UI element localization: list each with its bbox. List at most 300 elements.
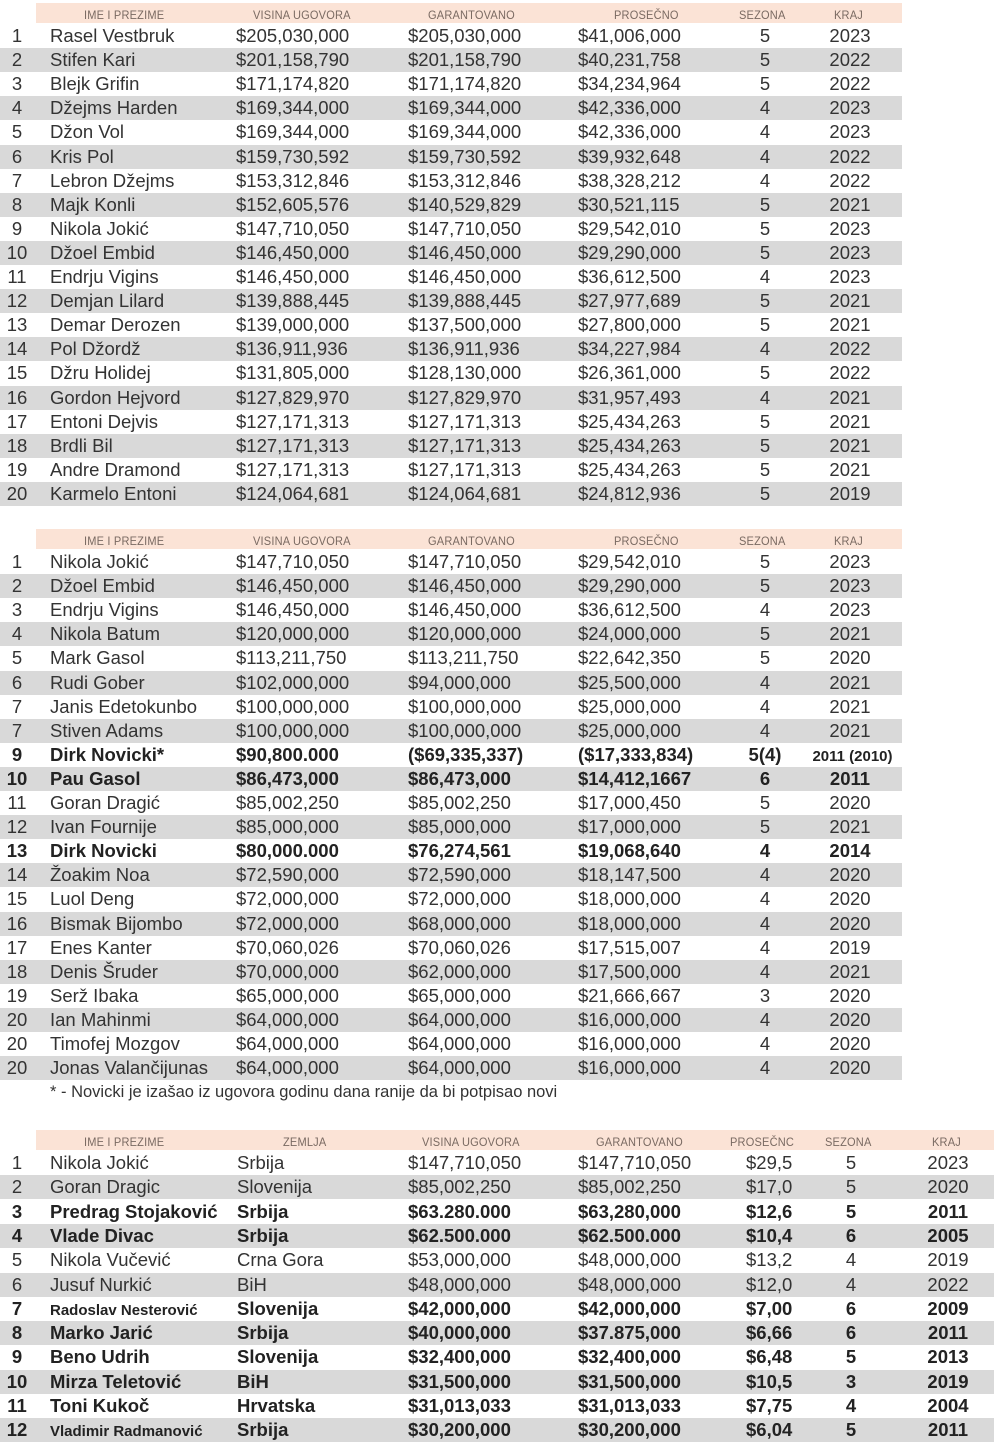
table-row — [0, 1151, 994, 1175]
cell-seasons: 5 — [759, 647, 771, 669]
cell-name: Endrju Vigins — [50, 599, 159, 621]
cell-seasons: 6 — [845, 1224, 857, 1246]
cell-guaranteed: $124,064,681 — [408, 482, 522, 504]
cell-seasons: 6 — [845, 1297, 857, 1319]
cell-contract: $48,000,000 — [408, 1273, 511, 1295]
cell-contract: $136,911,936 — [236, 338, 348, 360]
cell-contract: $139,888,445 — [236, 290, 350, 312]
cell-rank: 12 — [6, 816, 28, 838]
cell-guaranteed: $94,000,000 — [408, 671, 511, 693]
cell-average: $17,000,000 — [578, 816, 681, 838]
cell-end: 2022 — [927, 1273, 969, 1295]
cell-name: Džoel Embid — [50, 575, 155, 597]
header-end: KRAJ — [834, 8, 863, 22]
cell-average: $18,147,500 — [578, 864, 681, 886]
cell-seasons: 5 — [759, 49, 771, 71]
cell-rank: 9 — [11, 1346, 23, 1368]
cell-contract: $42,000,000 — [408, 1297, 511, 1319]
cell-seasons: 5 — [845, 1152, 857, 1173]
header-guaranteed: GARANTOVANO — [428, 8, 515, 22]
table-row — [0, 48, 902, 72]
cell-average: $34,227,984 — [578, 338, 681, 360]
cell-rank: 12 — [6, 1419, 28, 1441]
cell-average: $27,800,000 — [578, 314, 681, 336]
table-row — [0, 241, 902, 265]
header-average: PROSEČNO — [614, 534, 679, 548]
cell-name: Ian Mahinmi — [50, 1008, 151, 1030]
cell-name: Serž Ibaka — [50, 984, 139, 1006]
cell-contract: $146,450,000 — [236, 599, 350, 621]
cell-guaranteed: $64,000,000 — [408, 1033, 511, 1054]
cell-contract: $65,000,000 — [236, 984, 339, 1006]
header-guaranteed: GARANTOVANO — [596, 1135, 683, 1149]
cell-rank: 12 — [6, 290, 28, 312]
cell-contract: $169,344,000 — [236, 121, 350, 143]
cell-seasons: 4 — [759, 719, 771, 741]
cell-country: Srbija — [237, 1322, 289, 1344]
cell-seasons: 5 — [845, 1419, 857, 1441]
table-row — [0, 458, 902, 482]
cell-rank: 6 — [11, 145, 23, 167]
cell-name: Marko Jarić — [50, 1322, 153, 1344]
cell-contract: $127,171,313 — [236, 434, 350, 456]
cell-country: Slovenija — [237, 1297, 319, 1319]
cell-contract: $85,000,000 — [236, 816, 339, 838]
cell-end: 2005 — [927, 1224, 969, 1246]
cell-end: 2023 — [829, 121, 871, 143]
cell-country: BiH — [237, 1370, 269, 1392]
cell-seasons: 5 — [759, 241, 771, 263]
cell-seasons: 5 — [759, 314, 771, 336]
cell-average: $18,000,000 — [578, 912, 681, 934]
cell-name: Pol Džordž — [50, 338, 141, 360]
cell-average: $29,290,000 — [578, 241, 681, 263]
cell-name: Stiven Adams — [50, 719, 164, 741]
cell-name: Predrag Stojaković — [50, 1200, 218, 1222]
header-average: PROSEČNC — [730, 1135, 795, 1149]
cell-guaranteed: $147,710,050 — [578, 1152, 692, 1173]
cell-end: 2022 — [829, 49, 871, 71]
cell-guaranteed: $128,130,000 — [408, 362, 522, 384]
table-row — [0, 1273, 994, 1297]
cell-guaranteed: $64,000,000 — [408, 1008, 511, 1030]
table-row — [0, 863, 902, 887]
cell-name: Andre Dramond — [50, 458, 181, 480]
cell-seasons: 5 — [845, 1346, 857, 1368]
cell-end: 2023 — [829, 266, 871, 287]
cell-seasons: 5 — [759, 792, 771, 813]
cell-rank: 1 — [11, 551, 23, 572]
cell-seasons: 5 — [759, 623, 771, 645]
table-row — [0, 313, 902, 337]
cell-average: $17,000,450 — [578, 792, 681, 813]
cell-country: Srbija — [237, 1152, 285, 1173]
cell-seasons: 6 — [759, 767, 771, 789]
cell-contract: $146,450,000 — [236, 575, 350, 597]
cell-contract: $127,829,970 — [236, 386, 350, 408]
cell-rank: 6 — [11, 1273, 23, 1295]
cell-contract: $102,000,000 — [236, 671, 350, 693]
cell-rank: 20 — [6, 482, 28, 504]
cell-rank: 9 — [11, 743, 23, 765]
cell-average: $18,000,000 — [578, 888, 681, 910]
cell-guaranteed: $31,013,033 — [578, 1395, 681, 1416]
cell-seasons: 4 — [759, 671, 771, 693]
table-row — [0, 96, 902, 120]
cell-seasons: 5 — [759, 575, 771, 597]
cell-name: Goran Dragić — [50, 792, 161, 813]
cell-rank: 20 — [6, 1057, 28, 1079]
cell-contract: $63.280.000 — [408, 1200, 511, 1222]
cell-guaranteed: $100,000,000 — [408, 695, 522, 717]
cell-average: $7,00 — [746, 1298, 793, 1319]
cell-contract: $171,174,820 — [236, 73, 350, 95]
header-seasons: SEZONA — [825, 1135, 872, 1149]
table-row — [0, 1418, 994, 1442]
cell-name: Karmelo Entoni — [50, 482, 177, 504]
cell-average: $16,000,000 — [578, 1033, 681, 1054]
cell-guaranteed: $146,450,000 — [408, 241, 522, 263]
cell-seasons: 5 — [759, 25, 771, 46]
cell-contract: $152,605,576 — [236, 193, 350, 215]
cell-contract: $70,060,026 — [236, 936, 339, 958]
cell-average: $29,542,010 — [578, 551, 681, 572]
cell-average: $25,434,263 — [578, 434, 681, 456]
cell-rank: 16 — [6, 386, 28, 408]
cell-seasons: 5 — [845, 1200, 857, 1222]
cell-name: Toni Kukoč — [50, 1395, 150, 1416]
cell-seasons: 4 — [845, 1249, 857, 1271]
cell-end: 2020 — [829, 984, 871, 1006]
cell-rank: 7 — [11, 1297, 23, 1319]
cell-contract: $90,800.000 — [236, 743, 339, 765]
cell-rank: 13 — [6, 314, 28, 336]
cell-rank: 3 — [11, 599, 23, 621]
cell-country: Srbija — [237, 1200, 289, 1222]
table-row — [0, 1056, 902, 1080]
cell-end: 2011 (2010) — [812, 747, 893, 765]
cell-seasons: 5 — [759, 816, 771, 838]
cell-country: Hrvatska — [237, 1395, 316, 1416]
table-row — [0, 1248, 994, 1272]
cell-guaranteed: $86,473,000 — [408, 767, 511, 789]
table-row — [0, 265, 902, 289]
cell-rank: 14 — [6, 864, 28, 886]
cell-seasons: 4 — [759, 121, 771, 143]
cell-name: Stifen Kari — [50, 49, 136, 71]
cell-rank: 9 — [11, 217, 23, 239]
cell-end: 2023 — [829, 241, 871, 263]
cell-average: $29,290,000 — [578, 575, 681, 597]
cell-end: 2011 — [927, 1419, 969, 1441]
header-seasons: SEZONA — [739, 534, 786, 548]
cell-end: 2021 — [829, 193, 871, 215]
cell-name: Majk Konli — [50, 193, 136, 215]
header-name: IME I PREZIME — [84, 1135, 165, 1149]
cell-rank: 18 — [6, 434, 28, 456]
cell-rank: 7 — [11, 695, 23, 717]
cell-rank: 11 — [7, 266, 27, 287]
cell-contract: $64,000,000 — [236, 1033, 339, 1054]
cell-rank: 19 — [6, 984, 28, 1006]
cell-average: $42,336,000 — [578, 121, 681, 143]
table-row — [0, 719, 902, 743]
cell-end: 2021 — [829, 695, 871, 717]
header-guaranteed: GARANTOVANO — [428, 534, 515, 548]
cell-contract: $201,158,790 — [236, 49, 350, 71]
table-row — [0, 1008, 902, 1032]
cell-rank: 5 — [11, 647, 23, 669]
cell-contract: $72,590,000 — [236, 864, 339, 886]
cell-rank: 1 — [11, 1152, 23, 1173]
cell-guaranteed: $140,529,829 — [408, 193, 522, 215]
cell-end: 2021 — [829, 816, 871, 838]
cell-average: $17,0 — [746, 1177, 793, 1198]
cell-name: Džoel Embid — [50, 241, 155, 263]
cell-end: 2022 — [829, 73, 871, 95]
table-row — [0, 791, 902, 815]
cell-contract: $124,064,681 — [236, 482, 350, 504]
cell-rank: 20 — [6, 1033, 28, 1054]
cell-rank: 5 — [11, 1249, 23, 1271]
cell-contract: $30,200,000 — [408, 1419, 511, 1441]
cell-name: Nikola Jokić — [50, 551, 149, 572]
cell-contract: $153,312,846 — [236, 169, 350, 191]
cell-average: $26,361,000 — [578, 362, 681, 384]
cell-rank: 7 — [11, 169, 23, 191]
cell-guaranteed: $146,450,000 — [408, 575, 522, 597]
cell-guaranteed: $113,211,750 — [408, 647, 519, 669]
cell-seasons: 4 — [759, 960, 771, 982]
cell-average: $27,977,689 — [578, 290, 681, 312]
cell-end: 2023 — [829, 25, 871, 46]
cell-end: 2022 — [829, 145, 871, 167]
cell-name: Enes Kanter — [50, 936, 152, 958]
cell-end: 2009 — [927, 1297, 969, 1319]
cell-average: $16,000,000 — [578, 1057, 681, 1079]
cell-guaranteed: $127,829,970 — [408, 386, 522, 408]
cell-name: Džru Holidej — [50, 362, 151, 384]
cell-guaranteed: $201,158,790 — [408, 49, 522, 71]
cell-end: 2004 — [927, 1395, 969, 1416]
cell-seasons: 5 — [759, 482, 771, 504]
cell-rank: 4 — [11, 623, 23, 645]
cell-end: 2022 — [829, 338, 871, 360]
cell-seasons: 4 — [759, 1033, 771, 1054]
cell-name: Lebron Džejms — [50, 169, 175, 191]
cell-guaranteed: $31,500,000 — [578, 1370, 681, 1392]
table-row — [0, 767, 902, 791]
cell-seasons: 4 — [759, 599, 771, 621]
cell-guaranteed: $42,000,000 — [578, 1297, 681, 1319]
cell-end: 2023 — [829, 599, 871, 621]
cell-name: Rudi Gober — [50, 671, 145, 693]
table-row — [0, 646, 902, 670]
cell-contract: $169,344,000 — [236, 97, 350, 119]
table-row — [0, 145, 902, 169]
table-row — [0, 743, 902, 767]
cell-name: Gordon Hejvord — [50, 386, 181, 408]
cell-rank: 15 — [6, 888, 28, 910]
cell-average: $36,612,500 — [578, 266, 681, 287]
cell-average: $31,957,493 — [578, 386, 681, 408]
cell-guaranteed: $37.875,000 — [578, 1322, 681, 1344]
cell-end: 2022 — [829, 169, 871, 191]
cell-end: 2023 — [829, 217, 871, 239]
table-row — [0, 361, 902, 385]
cell-contract: $64,000,000 — [236, 1008, 339, 1030]
cell-guaranteed: $169,344,000 — [408, 97, 522, 119]
cell-average: $6,48 — [746, 1347, 793, 1368]
cell-seasons: 4 — [759, 864, 771, 886]
cell-end: 2019 — [829, 936, 871, 958]
cell-end: 2023 — [829, 575, 871, 597]
cell-seasons: 4 — [845, 1395, 857, 1416]
cell-contract: $86,473,000 — [236, 767, 339, 789]
cell-country: BiH — [237, 1273, 267, 1295]
cell-name: Demjan Lilard — [50, 290, 165, 312]
cell-contract: $147,710,050 — [408, 1152, 522, 1173]
cell-guaranteed: $147,710,050 — [408, 217, 522, 239]
cell-rank: 10 — [6, 1370, 28, 1392]
cell-end: 2021 — [829, 386, 871, 408]
cell-average: $25,434,263 — [578, 458, 681, 480]
table-row — [0, 434, 902, 458]
table-row — [0, 984, 902, 1008]
cell-name: Bismak Bijombo — [50, 912, 183, 934]
table-row — [0, 169, 902, 193]
table-row — [0, 289, 902, 313]
cell-name: Entoni Dejvis — [50, 410, 158, 432]
cell-guaranteed: $205,030,000 — [408, 25, 522, 46]
cell-rank: 4 — [11, 97, 23, 119]
table-row — [0, 622, 902, 646]
cell-average: $30,521,115 — [578, 193, 680, 215]
cell-contract: $146,450,000 — [236, 266, 350, 287]
cell-rank: 16 — [6, 912, 28, 934]
table-row — [0, 1297, 994, 1321]
cell-end: 2021 — [829, 458, 871, 480]
cell-name: Beno Udrih — [50, 1346, 150, 1368]
table-row — [0, 1394, 994, 1418]
cell-seasons: 5 — [759, 458, 771, 480]
cell-guaranteed: $100,000,000 — [408, 719, 522, 741]
cell-end: 2011 — [927, 1200, 969, 1222]
table-row — [0, 386, 902, 410]
cell-seasons: 5 — [759, 290, 771, 312]
cell-country: Srbija — [237, 1419, 289, 1441]
cell-name: Endrju Vigins — [50, 266, 159, 287]
cell-seasons: 5 — [759, 434, 771, 456]
cell-average: $6,66 — [746, 1323, 793, 1344]
cell-average: $25,434,263 — [578, 410, 681, 432]
cell-name: Žoakim Noa — [50, 864, 150, 886]
cell-name: Mirza Teletović — [50, 1370, 182, 1392]
cell-average: $16,000,000 — [578, 1008, 681, 1030]
table-row — [0, 574, 902, 598]
header-contract: VISINA UGOVORA — [253, 534, 351, 548]
cell-seasons: 5 — [759, 362, 771, 384]
cell-guaranteed: $65,000,000 — [408, 984, 511, 1006]
cell-seasons: 4 — [759, 386, 771, 408]
cell-contract: $127,171,313 — [236, 410, 350, 432]
cell-guaranteed: $127,171,313 — [408, 434, 522, 456]
cell-contract: $139,000,000 — [236, 314, 350, 336]
cell-end: 2020 — [829, 912, 871, 934]
cell-contract: $131,805,000 — [236, 362, 350, 384]
cell-rank: 7 — [11, 719, 23, 741]
table-row — [0, 120, 902, 144]
cell-guaranteed: $85,002,250 — [578, 1176, 681, 1198]
cell-guaranteed: $48,000,000 — [578, 1249, 681, 1271]
cell-guaranteed: $64,000,000 — [408, 1057, 511, 1079]
cell-end: 2019 — [829, 482, 871, 504]
cell-country: Srbija — [237, 1224, 289, 1246]
cell-guaranteed: $127,171,313 — [408, 458, 522, 480]
cell-rank: 10 — [6, 241, 28, 263]
cell-seasons: 4 — [759, 1057, 771, 1079]
table-row — [0, 482, 902, 506]
cell-contract: $147,710,050 — [236, 217, 350, 239]
cell-guaranteed: $63,280,000 — [578, 1200, 681, 1222]
table-row — [0, 1321, 994, 1345]
cell-country: Slovenija — [237, 1346, 319, 1368]
table-row — [0, 1370, 994, 1394]
cell-seasons: 4 — [759, 97, 771, 119]
cell-name: Kris Pol — [50, 145, 114, 167]
header-contract: VISINA UGOVORA — [422, 1135, 520, 1149]
cell-rank: 8 — [11, 193, 23, 215]
cell-average: $10,4 — [746, 1225, 793, 1246]
cell-guaranteed: $146,450,000 — [408, 599, 522, 621]
cell-name: Vladimir Radmanović — [50, 1423, 203, 1441]
cell-rank: 8 — [11, 1322, 23, 1344]
table-header — [36, 1130, 994, 1150]
cell-contract: $72,000,000 — [236, 888, 339, 910]
cell-rank: 19 — [6, 458, 28, 480]
cell-guaranteed: $62,000,000 — [408, 960, 511, 982]
table-row — [0, 695, 902, 719]
cell-end: 2021 — [829, 960, 871, 982]
cell-average: $38,328,212 — [578, 169, 681, 191]
cell-seasons: 4 — [759, 145, 771, 167]
cell-seasons: 4 — [759, 936, 771, 958]
cell-average: $7,75 — [746, 1396, 793, 1416]
cell-rank: 15 — [6, 362, 28, 384]
cell-rank: 13 — [6, 840, 28, 862]
table-header — [36, 529, 902, 549]
cell-end: 2023 — [829, 97, 871, 119]
cell-name: Rasel Vestbruk — [50, 25, 175, 46]
cell-name: Luol Deng — [50, 888, 135, 910]
table-row — [0, 193, 902, 217]
cell-seasons: 5 — [759, 551, 771, 572]
table-row — [0, 1200, 994, 1224]
cell-average: $42,336,000 — [578, 97, 681, 119]
table-row — [0, 1224, 994, 1248]
cell-name: Mark Gasol — [50, 647, 145, 669]
cell-average: $14,412,1667 — [578, 767, 692, 789]
cell-guaranteed: $146,450,000 — [408, 266, 522, 287]
table-row — [0, 598, 902, 622]
cell-end: 2021 — [829, 671, 871, 693]
cell-contract: $31,500,000 — [408, 1370, 511, 1392]
cell-rank: 6 — [11, 671, 23, 693]
cell-contract: $72,000,000 — [236, 912, 339, 934]
cell-guaranteed: ($69,335,337) — [408, 743, 524, 765]
cell-seasons: 4 — [845, 1273, 857, 1295]
cell-seasons: 5 — [759, 217, 771, 239]
